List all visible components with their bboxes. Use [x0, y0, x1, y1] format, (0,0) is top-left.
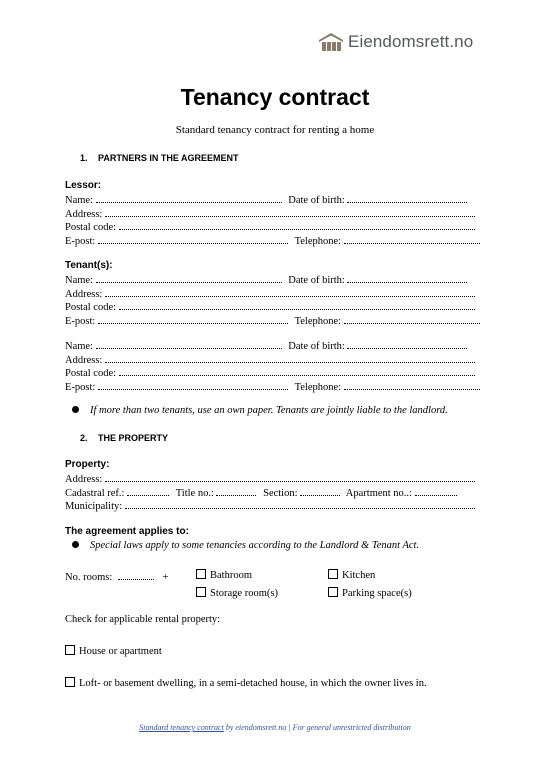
date-of-birth-label: Date of birth:: [288, 275, 345, 286]
tenant1-address-field[interactable]: [105, 287, 475, 297]
tenant1-email-field[interactable]: [98, 314, 288, 324]
bathroom-checkbox[interactable]: [196, 569, 252, 581]
address-label: Address:: [65, 355, 103, 366]
lessor-address-row: [65, 207, 485, 220]
name-label: Name:: [65, 341, 93, 352]
property-heading: Property:: [65, 459, 110, 470]
tenants-note-text: If more than two tenants, use an own paper. Tenants are jointly liable to the landlord.: [90, 405, 448, 416]
tenant2-phone-field[interactable]: [344, 380, 480, 390]
house-icon: [318, 32, 344, 52]
document-subtitle: Standard tenancy contract for renting a home: [175, 124, 375, 136]
checkbox-icon: [65, 677, 75, 687]
municipality-field[interactable]: [125, 499, 475, 509]
tenant2-name-field[interactable]: [96, 339, 282, 349]
house-apartment-label: House or apartment: [79, 646, 162, 657]
address-label: Address:: [65, 474, 103, 485]
agreement-note-text: Special laws apply to some tenancies according to the Landlord & Tenant Act.: [90, 540, 420, 551]
section-number: 2.: [80, 433, 88, 443]
lessor-dob-field[interactable]: [347, 193, 467, 203]
tenant1-name-row: [65, 273, 485, 286]
email-label: E-post:: [65, 382, 96, 393]
kitchen-label: Kitchen: [342, 570, 376, 581]
title-no-label: Title no.:: [175, 488, 214, 499]
rooms-row: [65, 570, 168, 583]
name-label: Name:: [65, 195, 93, 206]
loft-basement-checkbox[interactable]: [65, 677, 427, 689]
property-municipality-row: [65, 499, 485, 512]
tenant1-postal-row: [65, 300, 485, 313]
tenant1-contact-row: [65, 314, 485, 327]
tenant2-postal-row: [65, 366, 485, 379]
telephone-label: Telephone:: [294, 236, 342, 247]
postal-code-label: Postal code:: [65, 302, 117, 313]
lessor-name-field[interactable]: [96, 193, 282, 203]
checkbox-icon: [196, 587, 206, 597]
page-footer: [0, 723, 550, 732]
checkbox-icon: [328, 569, 338, 579]
section-heading-property: [80, 433, 168, 443]
tenant2-dob-field[interactable]: [347, 339, 467, 349]
section-title: PARTNERS IN THE AGREEMENT: [98, 153, 239, 163]
section-title: THE PROPERTY: [98, 433, 169, 443]
address-label: Address:: [65, 289, 103, 300]
date-of-birth-label: Date of birth:: [288, 341, 345, 352]
bullet-icon: [72, 541, 79, 548]
section-field[interactable]: [300, 486, 340, 496]
postal-code-label: Postal code:: [65, 222, 117, 233]
lessor-postal-row: [65, 220, 485, 233]
checkbox-icon: [328, 587, 338, 597]
kitchen-checkbox[interactable]: [328, 569, 375, 581]
title-no-field[interactable]: [216, 486, 256, 496]
document-title: Tenancy contract: [180, 84, 370, 110]
property-ref-row: [65, 486, 485, 499]
tenants-note: [72, 405, 448, 416]
tenant2-address-row: [65, 353, 485, 366]
loft-basement-label: Loft- or basement dwelling, in a semi-detached house, in which the owner lives in.: [79, 678, 427, 689]
storage-checkbox[interactable]: [196, 587, 278, 599]
tenant1-address-row: [65, 287, 485, 300]
brand-name: Eiendomsrett.no: [348, 32, 474, 51]
property-address-row: [65, 472, 485, 485]
apartment-no-label: Apartment no..:: [345, 488, 412, 499]
checkbox-icon: [196, 569, 206, 579]
date-of-birth-label: Date of birth:: [288, 195, 345, 206]
lessor-postal-field[interactable]: [119, 220, 475, 230]
name-label: Name:: [65, 275, 93, 286]
tenants-heading: Tenant(s):: [65, 260, 113, 271]
rooms-label: No. rooms:: [65, 572, 113, 583]
tenant2-name-row: [65, 339, 485, 352]
house-apartment-checkbox[interactable]: [65, 645, 162, 657]
apartment-no-field[interactable]: [415, 486, 457, 496]
cadastral-field[interactable]: [127, 486, 169, 496]
section-number: 1.: [80, 153, 88, 163]
address-label: Address:: [65, 209, 103, 220]
postal-code-label: Postal code:: [65, 368, 117, 379]
tenant2-postal-field[interactable]: [119, 366, 475, 376]
section-heading-partners: [80, 153, 239, 163]
email-label: E-post:: [65, 316, 96, 327]
lessor-address-field[interactable]: [105, 207, 475, 217]
lessor-name-row: [65, 193, 485, 206]
agreement-heading: The agreement applies to:: [65, 526, 189, 537]
lessor-heading: Lessor:: [65, 180, 102, 191]
checkbox-icon: [65, 645, 75, 655]
tenant2-address-field[interactable]: [105, 353, 475, 363]
email-label: E-post:: [65, 236, 96, 247]
tenant1-postal-field[interactable]: [119, 300, 475, 310]
tenant1-name-field[interactable]: [96, 273, 282, 283]
rental-check-label: Check for applicable rental property:: [65, 614, 221, 625]
plus-sign: +: [162, 572, 169, 583]
agreement-note: [72, 540, 419, 551]
lessor-contact-row: [65, 234, 485, 247]
telephone-label: Telephone:: [294, 382, 342, 393]
tenant1-phone-field[interactable]: [344, 314, 480, 324]
property-address-field[interactable]: [105, 472, 475, 482]
parking-checkbox[interactable]: [328, 587, 412, 599]
telephone-label: Telephone:: [294, 316, 342, 327]
parking-label: Parking space(s): [342, 588, 412, 599]
cadastral-label: Cadastral ref.:: [65, 488, 125, 499]
tenant2-email-field[interactable]: [98, 380, 288, 390]
bathroom-label: Bathroom: [210, 570, 252, 581]
footer-text: by eiendomsrett.no | For general unrestricted distribution: [223, 723, 411, 732]
lessor-phone-field[interactable]: [344, 234, 480, 244]
storage-label: Storage room(s): [210, 588, 278, 599]
tenant2-contact-row: [65, 380, 485, 393]
lessor-email-field[interactable]: [98, 234, 288, 244]
brand-logo[interactable]: [318, 32, 473, 52]
rooms-field[interactable]: [118, 570, 154, 580]
section-label: Section:: [263, 488, 298, 499]
municipality-label: Municipality:: [65, 501, 123, 512]
tenant1-dob-field[interactable]: [347, 273, 467, 283]
footer-link[interactable]: Standard tenancy contract: [139, 723, 224, 732]
bullet-icon: [72, 406, 79, 413]
